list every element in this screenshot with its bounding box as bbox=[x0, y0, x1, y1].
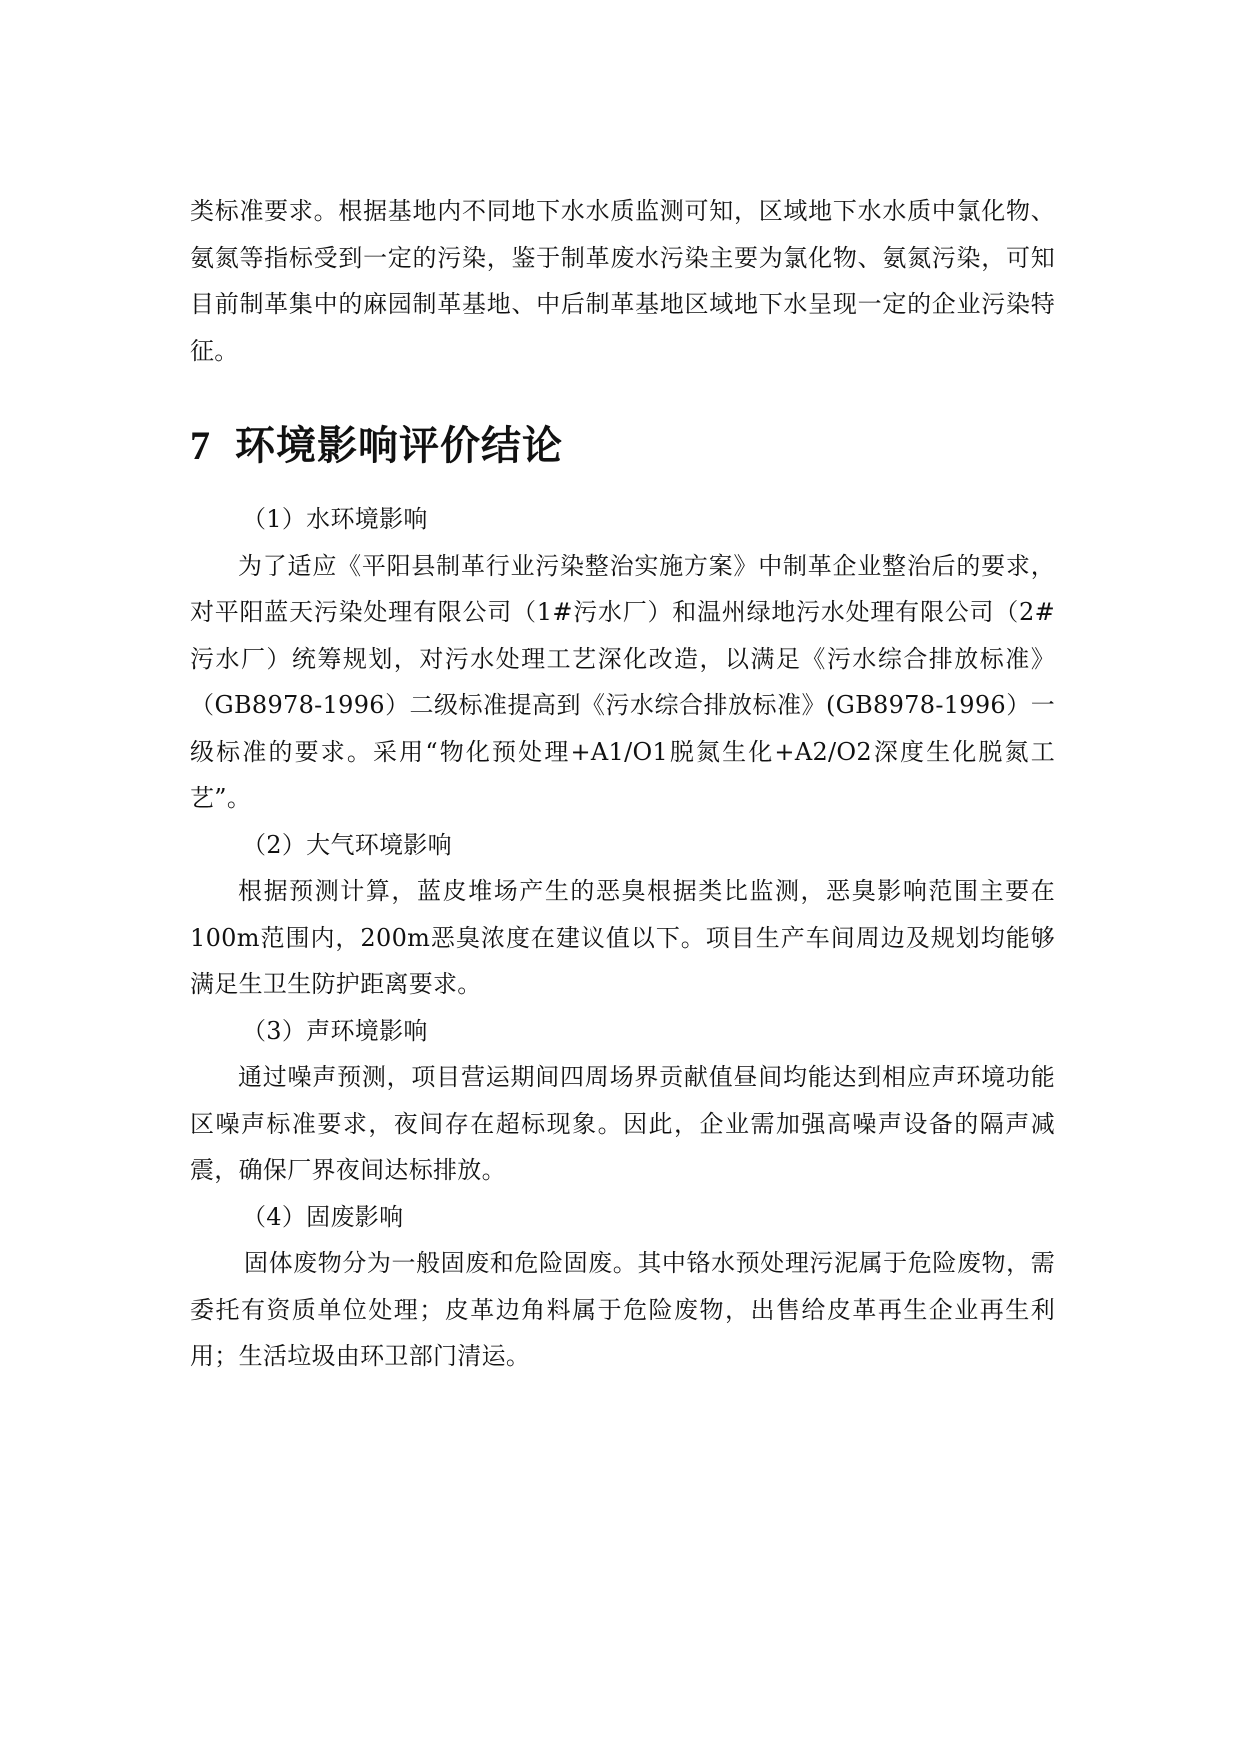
subsection-heading-water: （1）水环境影响 bbox=[242, 505, 428, 533]
subsection-body-air: 根据预测计算，蓝皮堆场产生的恶臭根据类比监测，恶臭影响范围主要在100m范围内，200m恶臭浓度在建议值以下。项目生产车间周边及规划均能够满足生卫生防护距离要求。 bbox=[190, 877, 1055, 998]
page-content bbox=[190, 188, 1055, 1380]
subsection-heading-air: （2）大气环境影响 bbox=[242, 830, 452, 859]
intro-paragraph: 类标准要求。根据基地内不同地下水水质监测可知，区域地下水水质中氯化物、氨氮等指标受到一定的污染，鉴于制革废水污染主要为氯化物、氨氮污染，可知目前制革集中的麻园制革基地、中后制革基地区域地下水呈现一定的企业污染特征。 bbox=[190, 197, 1055, 365]
section-heading bbox=[190, 416, 1055, 476]
section-title: 环境影响评价结论 bbox=[235, 423, 563, 469]
subsection-body-noise: 通过噪声预测，项目营运期间四周场界贡献值昼间均能达到相应声环境功能区噪声标准要求，夜间存在超标现象。因此，企业需加强高噪声设备的隔声减震，确保厂界夜间达标排放。 bbox=[190, 1063, 1055, 1184]
subsection-heading-noise: （3）声环境影响 bbox=[242, 1016, 428, 1045]
subsection-heading-solid-waste: （4）固废影响 bbox=[242, 1202, 404, 1231]
subsection-body-water: 为了适应《平阳县制革行业污染整治实施方案》中制革企业整治后的要求，对平阳蓝天污染处理有限公司（1#污水厂）和温州绿地污水处理有限公司（2#污水厂）统筹规划，对污水处理工艺深化改造，以满足《污水综合排放标准》（GB8978-1996）二级标准提高到《污水综合排放标准》(GB8978-1996）一级标准的要求。采用“物化预处理+A1/O1脱氮生化+A2/O2深度生化脱氮工艺”。 bbox=[190, 551, 1055, 812]
subsection-body-solid-waste: 固体废物分为一般固废和危险固废。其中铬水预处理污泥属于危险废物，需委托有资质单位处理；皮革边角料属于危险废物，出售给皮革再生企业再生利用；生活垃圾由环卫部门清运。 bbox=[190, 1249, 1055, 1370]
section-number: 7 bbox=[190, 423, 211, 468]
